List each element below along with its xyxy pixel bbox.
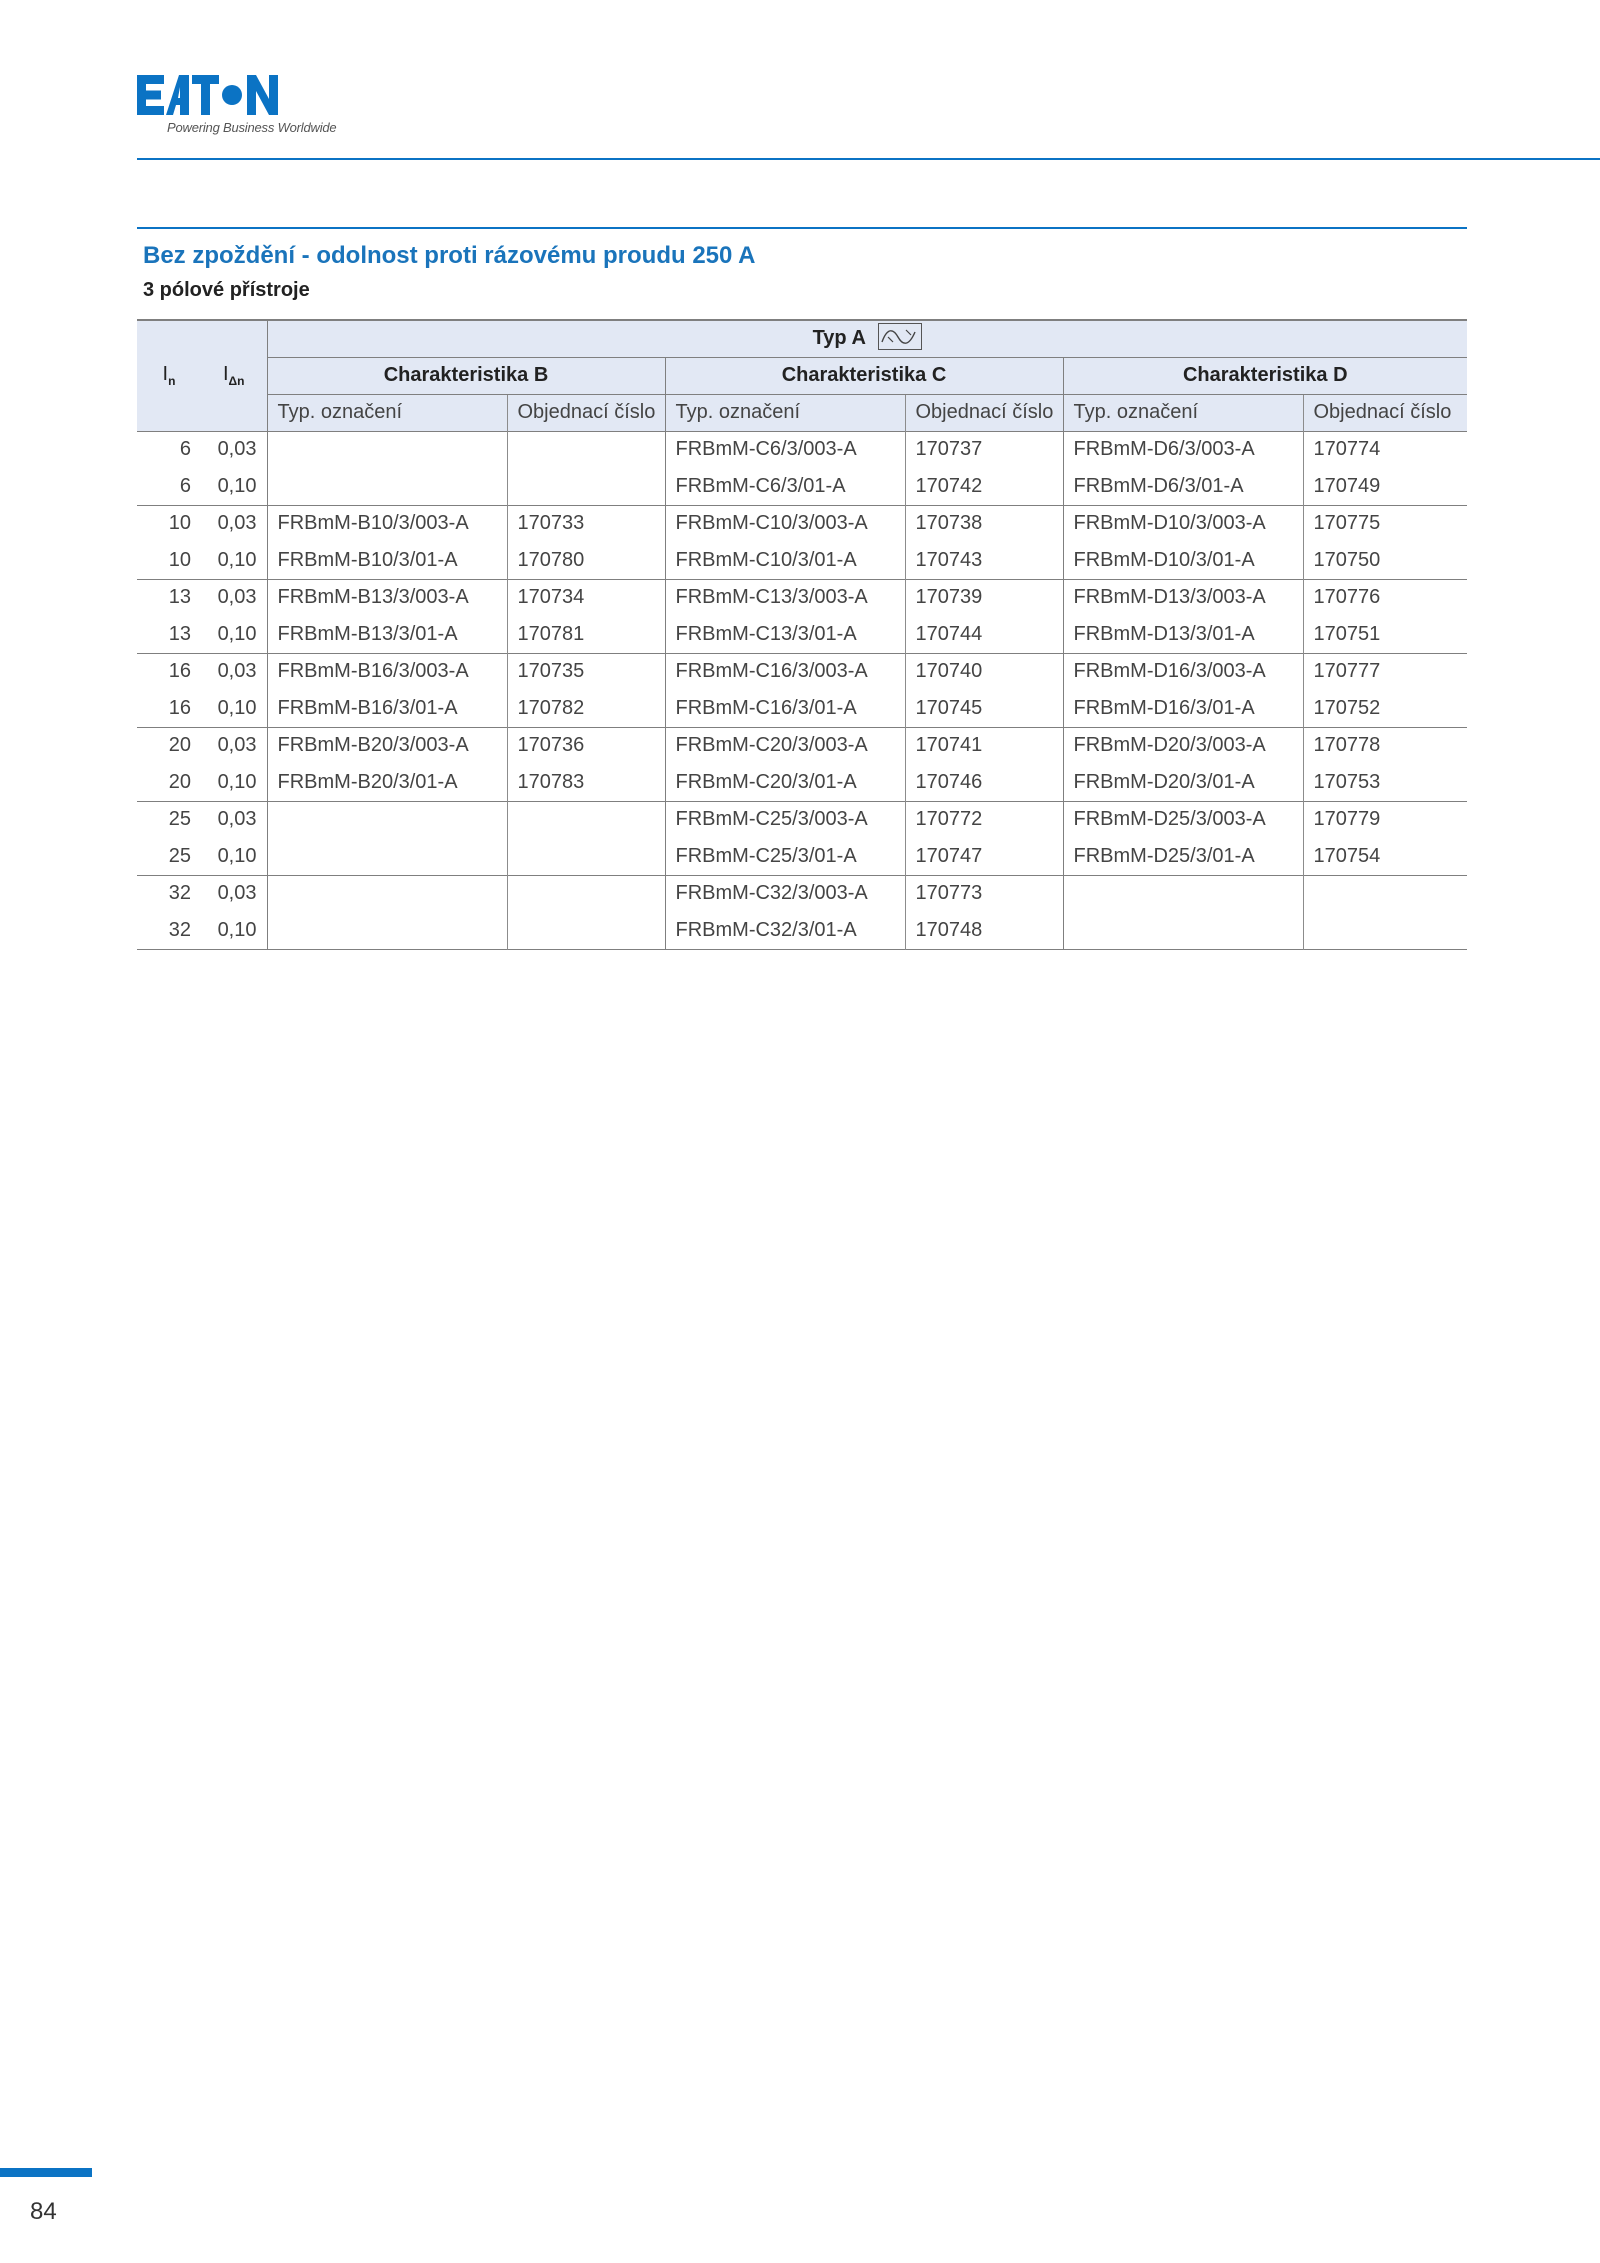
cell-d-type: FRBmM-D16/3/003-A xyxy=(1063,653,1303,690)
cell-b-order xyxy=(507,431,665,468)
cell-idn: 0,03 xyxy=(201,727,267,764)
cell-d-type: FRBmM-D10/3/01-A xyxy=(1063,542,1303,579)
cell-idn: 0,10 xyxy=(217,696,257,719)
cell-d-order xyxy=(1303,875,1467,912)
cell-b-type xyxy=(267,875,507,912)
cell-c-order: 170744 xyxy=(905,616,1063,653)
cell-d-order: 170749 xyxy=(1303,468,1467,505)
cell-d-order: 170778 xyxy=(1303,727,1467,764)
cell-b-order: 170735 xyxy=(507,653,665,690)
header-idn: $I_{\Delta n}$ xyxy=(201,320,267,431)
cell-c-order: 170748 xyxy=(905,912,1063,949)
cell-in: 25 xyxy=(137,801,201,838)
header-group-b: Charakteristika B xyxy=(267,357,665,394)
cell-b-order xyxy=(507,838,665,875)
cell-b-order: 170781 xyxy=(507,616,665,653)
cell-in: 20 xyxy=(137,727,201,764)
cell-b-order: 170733 xyxy=(507,505,665,542)
cell-in: 6 xyxy=(179,438,191,461)
cell-c-type: FRBmM-C20/3/003-A xyxy=(665,727,905,764)
table-row xyxy=(137,764,1467,801)
table-row xyxy=(137,653,1467,690)
type-a-label: Typ A xyxy=(812,327,866,350)
table-body xyxy=(137,431,1467,949)
cell-b-type: FRBmM-B20/3/003-A xyxy=(267,727,507,764)
cell-b-order xyxy=(507,801,665,838)
logo-tagline: Powering Business Worldwide xyxy=(167,120,337,135)
cell-c-type: FRBmM-C16/3/01-A xyxy=(665,690,905,727)
cell-b-order: 170782 xyxy=(507,690,665,727)
cell-c-type: FRBmM-C25/3/01-A xyxy=(665,838,905,875)
cell-d-type: FRBmM-D25/3/01-A xyxy=(1063,838,1303,875)
cell-idn: 0,03 xyxy=(201,875,267,912)
cell-idn: 0,10 xyxy=(217,622,257,645)
cell-d-order: 170754 xyxy=(1303,838,1467,875)
cell-d-type: FRBmM-D6/3/01-A xyxy=(1063,468,1303,505)
cell-c-type: FRBmM-C13/3/01-A xyxy=(665,616,905,653)
header-row-groups xyxy=(137,357,1467,394)
cell-b-type: FRBmM-B13/3/01-A xyxy=(267,616,507,653)
cell-c-order: 170740 xyxy=(905,653,1063,690)
cell-in: 16 xyxy=(137,653,201,690)
eaton-logo xyxy=(137,75,279,115)
cell-d-order xyxy=(1303,912,1467,949)
cell-c-type: FRBmM-C32/3/01-A xyxy=(665,912,905,949)
table-row xyxy=(137,468,1467,505)
section-title: Bez zpoždění - odolnost proti rázovému proudu 250 A xyxy=(143,242,756,269)
header-b-type: Typ. označení xyxy=(267,394,507,431)
section-subtitle: 3 pólové přístroje xyxy=(143,279,310,301)
cell-c-order: 170739 xyxy=(905,579,1063,616)
cell-idn: 0,03 xyxy=(201,505,267,542)
cell-b-order: 170780 xyxy=(507,542,665,579)
cell-c-order: 170747 xyxy=(905,838,1063,875)
table-row xyxy=(137,875,1467,912)
cell-d-order: 170751 xyxy=(1303,616,1467,653)
cell-in: 32 xyxy=(168,918,191,941)
cell-c-type: FRBmM-C20/3/01-A xyxy=(665,764,905,801)
header-c-order: Objednací číslo xyxy=(905,394,1063,431)
cell-d-type xyxy=(1063,912,1303,949)
cell-c-order: 170742 xyxy=(905,468,1063,505)
cell-d-type: FRBmM-D16/3/01-A xyxy=(1063,690,1303,727)
cell-d-type: FRBmM-D10/3/003-A xyxy=(1063,505,1303,542)
header-d-order: Objednací číslo xyxy=(1303,394,1467,431)
section-divider xyxy=(137,227,1467,229)
cell-d-type: FRBmM-D13/3/01-A xyxy=(1063,616,1303,653)
cell-d-type: FRBmM-D6/3/003-A xyxy=(1063,431,1303,468)
cell-in: 20 xyxy=(168,770,191,793)
cell-idn: 0,03 xyxy=(201,579,267,616)
cell-b-type xyxy=(267,801,507,838)
cell-c-order: 170737 xyxy=(905,431,1063,468)
page-number: 84 xyxy=(30,2198,57,2225)
header-row-type xyxy=(137,320,1467,357)
header-divider xyxy=(137,158,1600,160)
cell-c-type: FRBmM-C32/3/003-A xyxy=(665,875,905,912)
cell-b-order: 170736 xyxy=(507,727,665,764)
header-in: $I_n$ xyxy=(137,320,201,431)
sine-wave-icon xyxy=(878,323,922,350)
cell-b-order xyxy=(507,468,665,505)
cell-c-type: FRBmM-C13/3/003-A xyxy=(665,579,905,616)
header-type-a xyxy=(267,320,1467,357)
cell-in: 10 xyxy=(168,548,191,571)
cell-idn: 0,10 xyxy=(217,474,257,497)
table-row xyxy=(137,542,1467,579)
cell-b-order xyxy=(507,875,665,912)
cell-b-type xyxy=(267,838,507,875)
cell-idn: 0,03 xyxy=(217,438,257,461)
cell-b-type xyxy=(267,431,507,468)
cell-in: 16 xyxy=(168,696,191,719)
cell-c-order: 170743 xyxy=(905,542,1063,579)
table-row xyxy=(137,912,1467,949)
cell-c-type: FRBmM-C6/3/003-A xyxy=(665,431,905,468)
header-d-type: Typ. označení xyxy=(1063,394,1303,431)
table-row xyxy=(137,431,1467,468)
cell-b-type xyxy=(267,468,507,505)
cell-c-order: 170746 xyxy=(905,764,1063,801)
cell-d-order: 170774 xyxy=(1303,431,1467,468)
cell-c-type: FRBmM-C6/3/01-A xyxy=(665,468,905,505)
cell-d-type: FRBmM-D25/3/003-A xyxy=(1063,801,1303,838)
header-group-c: Charakteristika C xyxy=(665,357,1063,394)
cell-c-order: 170738 xyxy=(905,505,1063,542)
cell-idn: 0,10 xyxy=(217,548,257,571)
cell-in: 10 xyxy=(137,505,201,542)
cell-b-type: FRBmM-B16/3/01-A xyxy=(267,690,507,727)
header-row-sub xyxy=(137,394,1467,431)
cell-d-type xyxy=(1063,875,1303,912)
cell-c-type: FRBmM-C10/3/01-A xyxy=(665,542,905,579)
table-row xyxy=(137,727,1467,764)
cell-in: 13 xyxy=(168,622,191,645)
cell-d-order: 170777 xyxy=(1303,653,1467,690)
cell-d-order: 170752 xyxy=(1303,690,1467,727)
cell-b-order: 170783 xyxy=(507,764,665,801)
cell-idn: 0,03 xyxy=(201,653,267,690)
cell-d-order: 170776 xyxy=(1303,579,1467,616)
cell-d-order: 170775 xyxy=(1303,505,1467,542)
table-row xyxy=(137,616,1467,653)
cell-c-type: FRBmM-C25/3/003-A xyxy=(665,801,905,838)
cell-b-type: FRBmM-B16/3/003-A xyxy=(267,653,507,690)
cell-b-type: FRBmM-B10/3/003-A xyxy=(267,505,507,542)
table-row xyxy=(137,579,1467,616)
cell-d-type: FRBmM-D20/3/01-A xyxy=(1063,764,1303,801)
product-table xyxy=(137,319,1467,950)
cell-c-type: FRBmM-C10/3/003-A xyxy=(665,505,905,542)
cell-b-order: 170734 xyxy=(507,579,665,616)
cell-in: 13 xyxy=(137,579,201,616)
table-row xyxy=(137,838,1467,875)
cell-idn: 0,10 xyxy=(217,844,257,867)
cell-d-type: FRBmM-D13/3/003-A xyxy=(1063,579,1303,616)
cell-b-type: FRBmM-B20/3/01-A xyxy=(267,764,507,801)
table-row xyxy=(137,505,1467,542)
eaton-logo-graphic xyxy=(137,75,279,115)
header-b-order: Objednací číslo xyxy=(507,394,665,431)
cell-c-order: 170772 xyxy=(905,801,1063,838)
cell-in: 25 xyxy=(168,844,191,867)
table-row xyxy=(137,801,1467,838)
cell-d-type: FRBmM-D20/3/003-A xyxy=(1063,727,1303,764)
cell-c-order: 170745 xyxy=(905,690,1063,727)
cell-d-order: 170753 xyxy=(1303,764,1467,801)
cell-in: 32 xyxy=(137,875,201,912)
cell-idn: 0,10 xyxy=(217,918,257,941)
table-row xyxy=(137,690,1467,727)
cell-d-order: 170750 xyxy=(1303,542,1467,579)
cell-b-type: FRBmM-B13/3/003-A xyxy=(267,579,507,616)
cell-b-order xyxy=(507,912,665,949)
header-c-type: Typ. označení xyxy=(665,394,905,431)
cell-c-order: 170741 xyxy=(905,727,1063,764)
cell-idn: 0,10 xyxy=(217,770,257,793)
cell-c-type: FRBmM-C16/3/003-A xyxy=(665,653,905,690)
footer-accent-bar xyxy=(0,2168,92,2177)
cell-b-type: FRBmM-B10/3/01-A xyxy=(267,542,507,579)
cell-idn: 0,03 xyxy=(201,801,267,838)
cell-d-order: 170779 xyxy=(1303,801,1467,838)
cell-b-type xyxy=(267,912,507,949)
header-group-d: Charakteristika D xyxy=(1063,357,1467,394)
cell-in: 6 xyxy=(179,474,191,497)
cell-c-order: 170773 xyxy=(905,875,1063,912)
